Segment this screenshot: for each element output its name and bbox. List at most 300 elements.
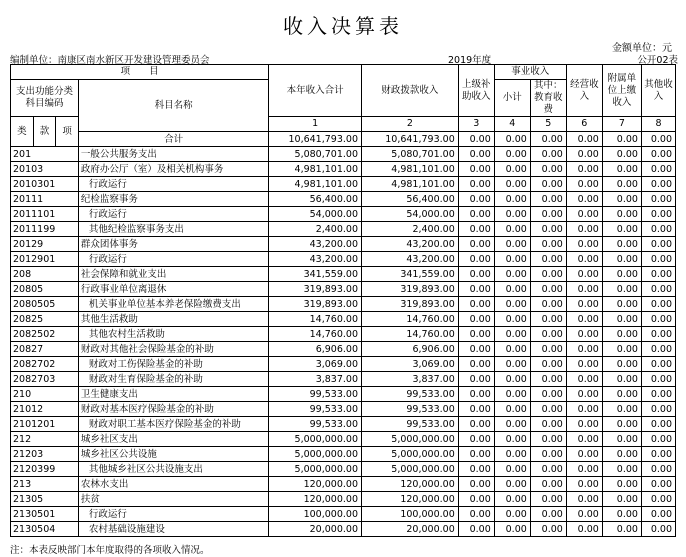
col-no-1: 1 [269,117,362,132]
subject-name-cell: 机关事业单位基本养老保险缴费支出 [78,297,268,312]
amount-cell: 0.00 [602,387,641,402]
subject-name-cell: 财政对职工基本医疗保险基金的补助 [78,417,268,432]
table-row [11,177,676,192]
col-no-4: 4 [494,117,530,132]
table-row [11,207,676,222]
amount-cell: 0.00 [602,462,641,477]
amount-cell: 0.00 [494,162,530,177]
subject-name-cell: 社会保障和就业支出 [78,267,268,282]
amount-cell: 0.00 [530,372,566,387]
amount-cell: 0.00 [602,312,641,327]
amount-cell: 0.00 [494,222,530,237]
amount-cell: 0.00 [530,192,566,207]
amount-cell: 3,837.00 [269,372,362,387]
amount-cell: 99,533.00 [269,402,362,417]
amount-cell: 0.00 [530,522,566,537]
table-row [11,312,676,327]
amount-cell: 0.00 [566,237,602,252]
other-header: 其他收入 [641,65,675,117]
amount-cell: 20,000.00 [362,522,459,537]
table-row [11,372,676,387]
amount-cell: 0.00 [458,522,494,537]
amount-cell: 0.00 [641,177,675,192]
amount-cell: 0.00 [494,387,530,402]
func-code-cell: 2080505 [11,297,79,312]
amount-cell: 0.00 [602,417,641,432]
business-header: 经营收入 [566,65,602,117]
func-code-cell: 20805 [11,282,79,297]
subject-name-cell: 财政对基本医疗保险基金的补助 [78,402,268,417]
amount-cell: 319,893.00 [362,297,459,312]
amount-cell: 0.00 [641,417,675,432]
amount-cell: 0.00 [641,312,675,327]
amount-cell: 0.00 [530,207,566,222]
amount-cell: 0.00 [602,207,641,222]
func-code-cell: 208 [11,267,79,282]
table-row [11,447,676,462]
amount-cell: 0.00 [530,252,566,267]
table-row [11,522,676,537]
amount-cell: 2,400.00 [362,222,459,237]
amount-cell: 0.00 [641,162,675,177]
amount-cell: 0.00 [641,447,675,462]
table-row [11,462,676,477]
table-row [11,402,676,417]
col-no-5: 5 [530,117,566,132]
amount-cell: 43,200.00 [269,237,362,252]
table-row [11,282,676,297]
amount-cell: 0.00 [494,447,530,462]
amount-cell: 0.00 [566,207,602,222]
org-name: 编制单位：南康区南水新区开发建设管理委员会 [10,55,210,66]
amount-cell: 0.00 [458,192,494,207]
func-code-cell: 210 [11,387,79,402]
amount-cell: 0.00 [641,297,675,312]
table-row [11,357,676,372]
affiliated-header: 附属单位上缴收入 [602,65,641,117]
table-row [11,477,676,492]
amount-cell: 5,080,701.00 [362,147,459,162]
amount-cell: 0.00 [494,372,530,387]
career-header: 事业收入 [494,65,566,80]
col-no-2: 2 [362,117,459,132]
subject-name-cell: 一般公共服务支出 [78,147,268,162]
amount-cell: 0.00 [566,327,602,342]
col-no-6: 6 [566,117,602,132]
func-code-cell: 2012901 [11,252,79,267]
superior-header: 上级补助收入 [458,65,494,117]
total-value: 0.00 [458,132,494,147]
amount-cell: 0.00 [458,327,494,342]
table-row [11,342,676,357]
amount-cell: 0.00 [602,267,641,282]
footnote: 注：本表反映部门本年度取得的各项收入情况。 [10,545,210,556]
subject-name-cell: 其他纪检监察事务支出 [78,222,268,237]
func-code-cell: 2130501 [11,507,79,522]
amount-cell: 0.00 [602,297,641,312]
amount-cell: 5,000,000.00 [269,462,362,477]
amount-cell: 0.00 [641,342,675,357]
func-code-cell: 2082703 [11,372,79,387]
func-code-cell: 2101201 [11,417,79,432]
amount-cell: 0.00 [458,267,494,282]
amount-cell: 0.00 [566,387,602,402]
meta-line [10,52,678,64]
subject-name-cell: 扶贫 [78,492,268,507]
total-value: 10,641,793.00 [269,132,362,147]
amount-cell: 6,906.00 [362,342,459,357]
header-row-1 [11,65,676,80]
amount-cell: 0.00 [458,222,494,237]
amount-cell: 0.00 [530,267,566,282]
amount-cell: 14,760.00 [362,327,459,342]
total-value: 0.00 [566,132,602,147]
amount-cell: 319,893.00 [269,282,362,297]
table-row [11,297,676,312]
amount-cell: 54,000.00 [269,207,362,222]
table-row [11,432,676,447]
table-row [11,327,676,342]
amount-cell: 120,000.00 [362,492,459,507]
amount-cell: 43,200.00 [269,252,362,267]
amount-cell: 99,533.00 [362,387,459,402]
amount-cell: 0.00 [566,477,602,492]
amount-cell: 0.00 [530,147,566,162]
amount-cell: 5,000,000.00 [362,462,459,477]
table-row [11,267,676,282]
table-row [11,492,676,507]
amount-cell: 0.00 [566,192,602,207]
total-label: 合计 [78,132,268,147]
amount-cell: 0.00 [530,387,566,402]
amount-cell: 0.00 [458,447,494,462]
total-income-header: 本年收入合计 [269,65,362,117]
func-code-cell: 20825 [11,312,79,327]
subject-name-cell: 纪检监察事务 [78,192,268,207]
amount-cell: 0.00 [566,507,602,522]
edu-fee-header: 其中：教育收费 [530,80,566,117]
table-row [11,147,676,162]
amount-cell: 14,760.00 [269,312,362,327]
subject-name-header: 科目名称 [78,80,268,132]
amount-cell: 0.00 [602,282,641,297]
col-no-7: 7 [602,117,641,132]
amount-cell: 0.00 [530,432,566,447]
total-value: 0.00 [641,132,675,147]
amount-cell: 0.00 [566,252,602,267]
amount-cell: 0.00 [458,417,494,432]
amount-cell: 0.00 [602,507,641,522]
amount-cell: 0.00 [458,477,494,492]
amount-cell: 14,760.00 [362,312,459,327]
amount-cell: 0.00 [494,522,530,537]
amount-cell: 99,533.00 [269,417,362,432]
amount-cell: 4,981,101.00 [269,177,362,192]
func-code-cell: 2130504 [11,522,79,537]
amount-cell: 5,000,000.00 [269,447,362,462]
amount-cell: 100,000.00 [362,507,459,522]
amount-cell: 319,893.00 [269,297,362,312]
amount-cell: 6,906.00 [269,342,362,357]
total-value: 0.00 [494,132,530,147]
amount-cell: 0.00 [458,237,494,252]
total-value: 0.00 [602,132,641,147]
amount-cell: 5,000,000.00 [362,432,459,447]
amount-cell: 0.00 [641,507,675,522]
col-no-3: 3 [458,117,494,132]
fiscal-year: 2019年度 [448,55,492,66]
amount-cell: 0.00 [641,387,675,402]
func-code-header: 支出功能分类科目编码 [11,80,79,117]
amount-cell: 0.00 [458,462,494,477]
subject-name-cell: 行政运行 [78,507,268,522]
amount-cell: 0.00 [458,372,494,387]
amount-cell: 0.00 [494,462,530,477]
subject-name-cell: 其他生活救助 [78,312,268,327]
table-row [11,252,676,267]
amount-cell: 56,400.00 [269,192,362,207]
amount-cell: 2,400.00 [269,222,362,237]
amount-cell: 0.00 [566,282,602,297]
amount-cell: 4,981,101.00 [269,162,362,177]
amount-cell: 0.00 [566,492,602,507]
amount-cell: 341,559.00 [362,267,459,282]
amount-cell: 0.00 [494,417,530,432]
amount-cell: 0.00 [458,507,494,522]
amount-cell: 0.00 [602,357,641,372]
subtotal-header: 小计 [494,80,530,117]
amount-cell: 14,760.00 [269,327,362,342]
amount-cell: 0.00 [494,312,530,327]
amount-cell: 0.00 [641,462,675,477]
func-code-cell: 2082702 [11,357,79,372]
amount-cell: 99,533.00 [362,402,459,417]
amount-cell: 0.00 [494,207,530,222]
amount-cell: 100,000.00 [269,507,362,522]
amount-cell: 0.00 [602,147,641,162]
amount-cell: 0.00 [641,372,675,387]
amount-cell: 0.00 [494,192,530,207]
amount-cell: 0.00 [566,312,602,327]
amount-cell: 0.00 [602,477,641,492]
amount-cell: 0.00 [641,522,675,537]
amount-cell: 120,000.00 [269,492,362,507]
total-value: 10,641,793.00 [362,132,459,147]
amount-cell: 0.00 [641,402,675,417]
table-row [11,387,676,402]
amount-cell: 4,981,101.00 [362,162,459,177]
amount-cell: 0.00 [566,222,602,237]
amount-cell: 5,080,701.00 [269,147,362,162]
amount-cell: 0.00 [602,237,641,252]
amount-cell: 0.00 [530,447,566,462]
amount-cell: 0.00 [530,282,566,297]
subject-name-cell: 行政运行 [78,207,268,222]
amount-cell: 0.00 [458,342,494,357]
amount-cell: 0.00 [494,492,530,507]
amount-cell: 0.00 [602,177,641,192]
amount-cell: 0.00 [566,177,602,192]
subject-name-cell: 卫生健康支出 [78,387,268,402]
func-code-cell: 2011199 [11,222,79,237]
amount-cell: 0.00 [494,177,530,192]
func-code-cell: 20827 [11,342,79,357]
amount-cell: 0.00 [566,432,602,447]
amount-cell: 3,069.00 [362,357,459,372]
amount-cell: 99,533.00 [269,387,362,402]
table-row [11,162,676,177]
amount-cell: 0.00 [602,192,641,207]
subject-name-cell: 农林水支出 [78,477,268,492]
amount-cell: 54,000.00 [362,207,459,222]
amount-cell: 0.00 [458,177,494,192]
func-code-cell: 21012 [11,402,79,417]
amount-cell: 0.00 [566,147,602,162]
amount-cell: 0.00 [458,282,494,297]
amount-cell: 0.00 [566,402,602,417]
amount-cell: 4,981,101.00 [362,177,459,192]
amount-cell: 0.00 [494,477,530,492]
amount-cell: 0.00 [566,372,602,387]
amount-cell: 0.00 [602,432,641,447]
amount-cell: 0.00 [530,297,566,312]
amount-cell: 0.00 [530,477,566,492]
amount-cell: 0.00 [566,462,602,477]
subject-name-cell: 政府办公厅（室）及相关机构事务 [78,162,268,177]
amount-cell: 0.00 [602,162,641,177]
amount-cell: 5,000,000.00 [269,432,362,447]
amount-cell: 0.00 [602,447,641,462]
amount-cell: 0.00 [530,237,566,252]
func-code-cell: 213 [11,477,79,492]
subject-name-cell: 行政运行 [78,177,268,192]
amount-cell: 120,000.00 [269,477,362,492]
subject-name-cell: 行政事业单位离退休 [78,282,268,297]
amount-cell: 0.00 [566,417,602,432]
amount-cell: 341,559.00 [269,267,362,282]
subject-name-cell: 群众团体事务 [78,237,268,252]
amount-cell: 0.00 [458,357,494,372]
amount-cell: 0.00 [641,357,675,372]
amount-cell: 0.00 [602,372,641,387]
subject-name-cell: 行政运行 [78,252,268,267]
amount-cell: 0.00 [494,237,530,252]
amount-cell: 0.00 [458,207,494,222]
amount-cell: 0.00 [458,432,494,447]
func-code-cell: 21203 [11,447,79,462]
amount-cell: 3,837.00 [362,372,459,387]
table-row [11,222,676,237]
amount-cell: 0.00 [458,312,494,327]
amount-cell: 20,000.00 [269,522,362,537]
amount-cell: 0.00 [458,162,494,177]
amount-cell: 0.00 [458,402,494,417]
subject-name-cell: 财政对生育保险基金的补助 [78,372,268,387]
amount-cell: 0.00 [566,522,602,537]
func-code-cell: 20111 [11,192,79,207]
col-no-8: 8 [641,117,675,132]
subject-name-cell: 农村基础设施建设 [78,522,268,537]
amount-cell: 0.00 [641,192,675,207]
xiang-header: 项 [56,117,79,147]
amount-cell: 0.00 [641,147,675,162]
func-code-cell: 201 [11,147,79,162]
table-row [11,192,676,207]
amount-cell: 0.00 [641,477,675,492]
amount-cell: 0.00 [602,522,641,537]
amount-cell: 0.00 [530,327,566,342]
func-code-cell: 20129 [11,237,79,252]
subject-name-cell: 城乡社区支出 [78,432,268,447]
table-row [11,417,676,432]
amount-cell: 0.00 [530,402,566,417]
amount-cell: 0.00 [494,147,530,162]
amount-cell: 0.00 [494,402,530,417]
amount-cell: 0.00 [641,267,675,282]
func-code-cell: 2010301 [11,177,79,192]
amount-cell: 0.00 [530,462,566,477]
amount-cell: 0.00 [566,447,602,462]
item-header: 项 目 [11,65,269,80]
func-code-cell: 2011101 [11,207,79,222]
amount-cell: 0.00 [641,252,675,267]
amount-cell: 99,533.00 [362,417,459,432]
amount-unit: 金额单位：元 [612,43,672,54]
amount-cell: 0.00 [566,297,602,312]
amount-cell: 43,200.00 [362,252,459,267]
amount-cell: 56,400.00 [362,192,459,207]
amount-cell: 0.00 [641,492,675,507]
func-code-cell: 2082502 [11,327,79,342]
amount-cell: 0.00 [494,252,530,267]
amount-cell: 0.00 [494,327,530,342]
amount-cell: 319,893.00 [362,282,459,297]
amount-cell: 0.00 [602,222,641,237]
amount-cell: 0.00 [458,252,494,267]
amount-cell: 0.00 [530,417,566,432]
amount-cell: 0.00 [602,252,641,267]
amount-cell: 0.00 [494,342,530,357]
subject-name-cell: 财政对其他社会保险基金的补助 [78,342,268,357]
amount-cell: 0.00 [494,357,530,372]
table-row [11,507,676,522]
amount-cell: 0.00 [530,342,566,357]
amount-cell: 0.00 [641,282,675,297]
amount-cell: 0.00 [602,327,641,342]
amount-cell: 0.00 [458,297,494,312]
amount-cell: 43,200.00 [362,237,459,252]
amount-cell: 0.00 [530,222,566,237]
amount-cell: 0.00 [494,297,530,312]
amount-cell: 0.00 [530,357,566,372]
amount-cell: 0.00 [641,327,675,342]
amount-cell: 0.00 [458,492,494,507]
amount-cell: 0.00 [494,507,530,522]
amount-cell: 0.00 [641,222,675,237]
amount-cell: 0.00 [566,342,602,357]
amount-cell: 0.00 [458,147,494,162]
amount-cell: 0.00 [602,402,641,417]
func-code-cell: 21305 [11,492,79,507]
total-row [11,132,676,147]
amount-cell: 3,069.00 [269,357,362,372]
amount-cell: 0.00 [458,387,494,402]
income-table [10,64,676,537]
amount-cell: 0.00 [641,237,675,252]
amount-cell: 0.00 [602,492,641,507]
lei-header: 类 [11,117,34,147]
subject-name-cell: 其他城乡社区公共设施支出 [78,462,268,477]
